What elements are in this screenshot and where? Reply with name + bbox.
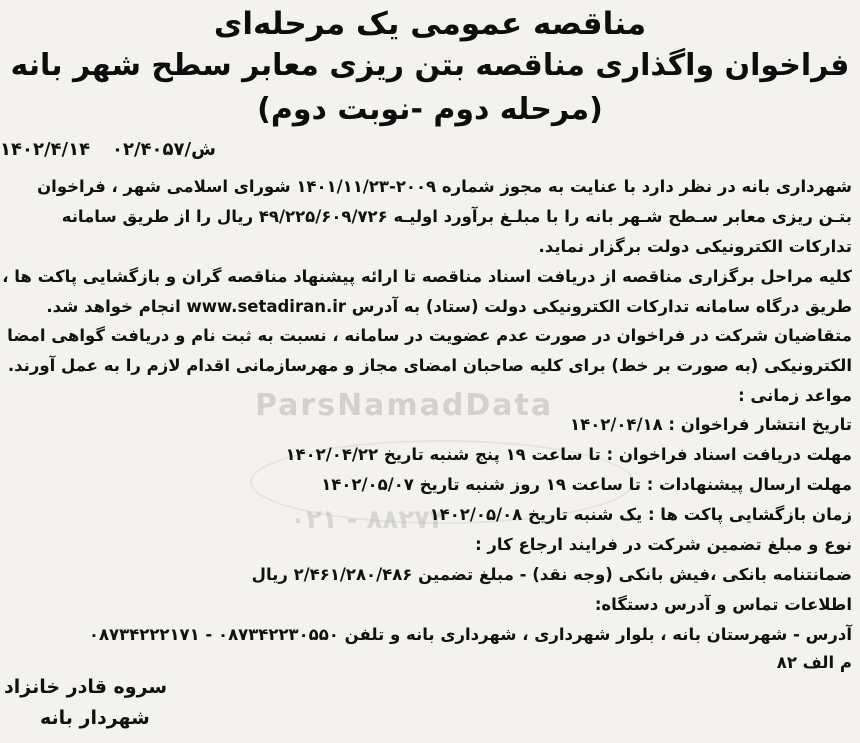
notice-subtitle: فراخوان واگذاری مناقصه بتن ریزی معابر سطح شهر بانه [10, 48, 850, 83]
body-line: متقاضیان شرکت در فراخوان در صورت عدم عضویت در سامانه ، نسبت به ثبت نام و دریافت گواهی امضا [7, 326, 852, 345]
publish-date: تاریخ انتشار فراخوان : ۱۴۰۲/۰۴/۱۸ [570, 415, 852, 434]
reference-number: ۰۲/۴۰۵۷/ش [112, 139, 216, 160]
notice-stage: (مرحله دوم -نوبت دوم) [257, 92, 603, 127]
body-line: شهرداری بانه در نظر دارد با عنایت به مجوز شماره ۲۰۰۹-۱۴۰۱/۱۱/۲۳ شورای اسلامی شهر ، فراخوان [37, 177, 852, 196]
notice-title: مناقصه عمومی یک مرحله‌ای [213, 6, 647, 42]
watermark-text: ParsNamadData [255, 388, 554, 423]
contact-address: آدرس - شهرستان بانه ، بلوار شهرداری ، شهرداری بانه و تلفن ۰۸۷۳۴۲۲۳۰۵۵۰ - ۰۸۷۳۴۲۲۲۱۷۱ [88, 625, 852, 644]
signatory-role: شهردار بانه [40, 707, 150, 729]
guarantee-amount: ضمانتنامه بانکی ،فیش بانکی (وجه نقد) - مبلغ تضمین ۲/۴۶۱/۲۸۰/۴۸۶ ریال [251, 565, 852, 584]
document-deadline: مهلت دریافت اسناد فراخوان : تا ساعت ۱۹ پنج شنبه تاریخ ۱۴۰۲/۰۴/۲۲ [285, 445, 852, 464]
body-line: الکترونیکی (به صورت بر خط) برای کلیه صاحبان امضای مجاز و مهرسازمانی اقدام لازم را به عمل آورند. [7, 356, 852, 375]
guarantee-heading: نوع و مبلغ تضمین شرکت در فرایند ارجاع کار : [475, 535, 852, 554]
reference-date: ۱۴۰۲/۴/۱۴ [0, 139, 91, 160]
schedule-heading: مواعد زمانی : [738, 386, 852, 405]
body-line: تدارکات الکترونیکی دولت برگزار نماید. [538, 237, 852, 256]
notice-code: م الف ۸۲ [776, 653, 852, 672]
opening-date: زمان بازگشایی پاکت ها : یک شنبه تاریخ ۱۴۰۲/۰۵/۰۸ [429, 505, 852, 524]
contact-heading: اطلاعات تماس و آدرس دستگاه: [594, 595, 852, 614]
signatory-name: سروه قادر خانزاد [4, 676, 168, 698]
proposal-deadline: مهلت ارسال پیشنهادات : تا ساعت ۱۹ روز شنبه تاریخ ۱۴۰۲/۰۵/۰۷ [321, 475, 852, 494]
body-line: کلیه مراحل برگزاری مناقصه از دریافت اسناد مناقصه تا ارائه پیشنهاد مناقصه گران و بازگشایی پاکت ها ، [2, 267, 852, 286]
body-line: طریق درگاه سامانه تدارکات الکترونیکی دولت (ستاد) به آدرس www.setadiran.ir انجام خواهد شد. [46, 297, 852, 316]
watermark-phone: ۰۲۱ - ۸۸۲۷۳ [290, 505, 446, 535]
body-line: بتـن ریزی معابر سـطح شـهر بانه را با مبلـغ برآورد اولیـه ۴۹/۲۲۵/۶۰۹/۷۲۶ ریال را از طریق سامانه [61, 207, 852, 226]
